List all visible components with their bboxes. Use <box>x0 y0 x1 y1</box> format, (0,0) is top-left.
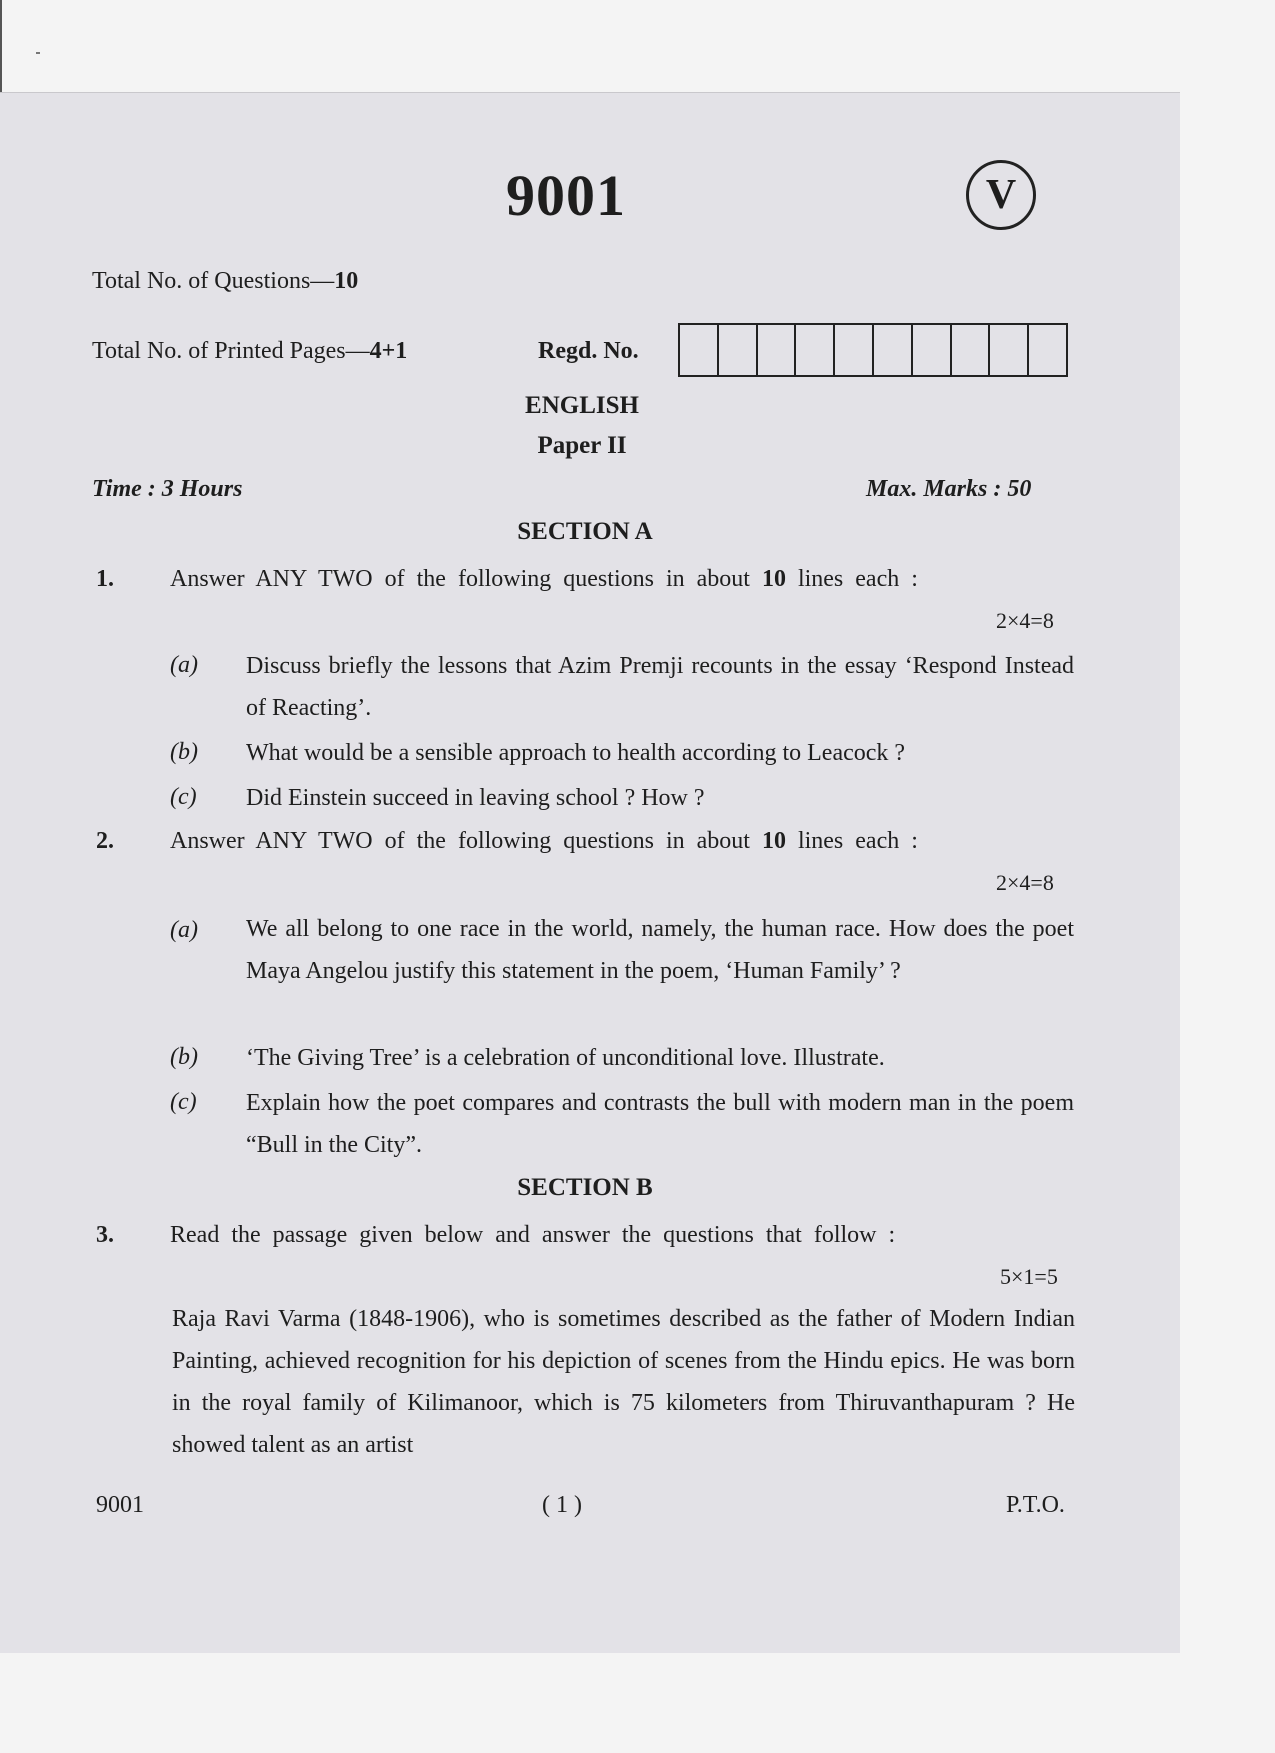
q1c-text: Did Einstein succeed in leaving school ? How ? <box>246 785 705 811</box>
q2a-text: We all belong to one race in the world, namely, the human race. How does the poet Maya Angelou justify this statement in the poem, ‘Human Family’ ? <box>246 916 1074 984</box>
total-questions-label: Total No. of Questions— <box>92 268 335 294</box>
total-questions-value: 10 <box>334 268 359 294</box>
q2-text-post: lines each : <box>797 828 918 854</box>
regd-no-label: Regd. No. <box>538 338 639 364</box>
regd-digit-box <box>1029 325 1066 375</box>
regd-no-boxes <box>678 323 1068 377</box>
q1b-label: (b) <box>170 739 198 765</box>
q2a-label: (a) <box>170 917 198 943</box>
page-number: ( 1 ) <box>542 1492 582 1518</box>
time-allowed: Time : 3 Hours <box>92 476 243 502</box>
q1b-text: What would be a sensible approach to health according to Leacock ? <box>246 740 906 766</box>
q1-text-pre: Answer ANY TWO of the following questions in about <box>170 566 750 592</box>
footer-code: 9001 <box>96 1492 144 1518</box>
q2c-label: (c) <box>170 1089 197 1115</box>
regd-digit-box <box>835 325 874 375</box>
q1c-label: (c) <box>170 784 197 810</box>
q2-text-pre: Answer ANY TWO of the following questions in about <box>170 828 750 854</box>
q3-marks: 5×1=5 <box>1000 1264 1058 1289</box>
pto-label: P.T.O. <box>1006 1492 1065 1518</box>
total-questions <box>92 268 358 295</box>
regd-digit-box <box>874 325 913 375</box>
regd-digit-box <box>952 325 991 375</box>
section-a-heading: SECTION A <box>517 518 653 545</box>
q2-text <box>170 828 918 855</box>
q1-text <box>170 566 918 593</box>
total-pages <box>92 338 407 365</box>
q3-text: Read the passage given below and answer the questions that follow : <box>170 1222 896 1248</box>
scan-speck <box>36 52 40 54</box>
q3-passage: Raja Ravi Varma (1848-1906), who is sometimes described as the father of Modern Indian Painting, achieved recognition for his depiction of scenes from the Hindu epics. He was born in the royal family of Kilimanoor, which is 75 kilometers from Thiruvanthapuram ? He showed talent as an artist <box>172 1306 1075 1458</box>
q1-marks: 2×4=8 <box>996 608 1054 633</box>
max-marks: Max. Marks : 50 <box>866 476 1032 502</box>
q1a-label: (a) <box>170 652 198 678</box>
q2b-text: ‘The Giving Tree’ is a celebration of unconditional love. Illustrate. <box>246 1045 885 1071</box>
regd-digit-box <box>758 325 797 375</box>
regd-digit-box <box>680 325 719 375</box>
q2c-text: Explain how the poet compares and contrasts the bull with modern man in the poem “Bull in the City”. <box>246 1090 1074 1158</box>
regd-digit-box <box>913 325 952 375</box>
section-b-heading: SECTION B <box>517 1174 653 1201</box>
scan-edge <box>0 0 2 100</box>
q2b-label: (b) <box>170 1044 198 1070</box>
total-pages-label: Total No. of Printed Pages— <box>92 338 370 364</box>
q1-text-bold: 10 <box>761 566 786 592</box>
paper-title: Paper II <box>537 432 627 459</box>
q1a-text: Discuss briefly the lessons that Azim Premji recounts in the essay ‘Respond Instead of Reacting’. <box>246 653 1074 721</box>
q3-number: 3. <box>96 1222 114 1248</box>
regd-digit-box <box>796 325 835 375</box>
q2-text-bold: 10 <box>761 828 786 854</box>
subject-title: ENGLISH <box>525 392 639 419</box>
regd-digit-box <box>990 325 1029 375</box>
total-pages-value: 4+1 <box>369 338 408 364</box>
regd-digit-box <box>719 325 758 375</box>
q1-text-post: lines each : <box>797 566 918 592</box>
version-mark: V <box>966 160 1036 230</box>
q2-number: 2. <box>96 828 114 854</box>
paper-code: 9001 <box>506 163 626 228</box>
q2-marks: 2×4=8 <box>996 870 1054 895</box>
q1-number: 1. <box>96 566 114 592</box>
